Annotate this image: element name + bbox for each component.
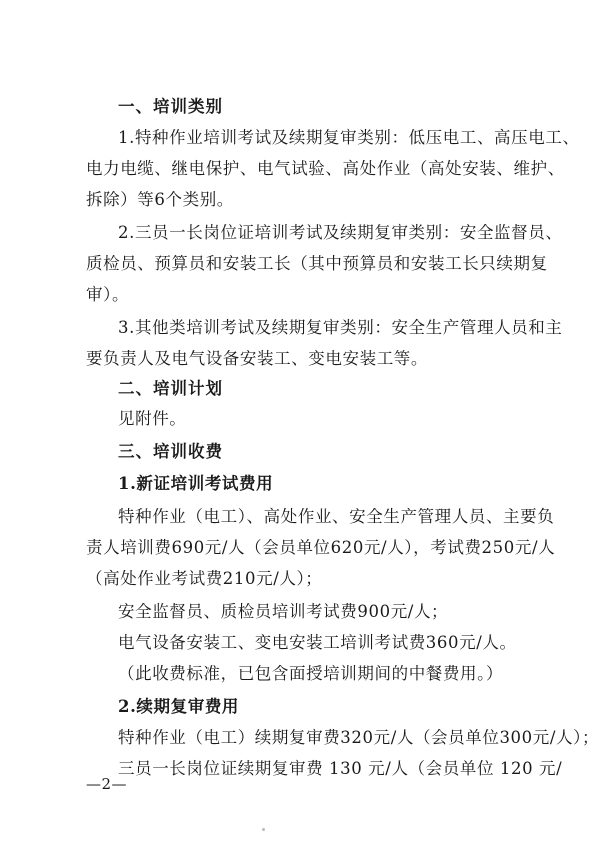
- section-1-item-2-line-2: 质检员、预算员和安装工长（其中预算员和安装工长只续期复: [86, 254, 548, 273]
- section-1-item-3-line-1: 3.其他类培训考试及续期复审类别：安全生产管理人员和主: [118, 318, 563, 337]
- fee-line-4: 安全监督员、质检员培训考试费900元/人；: [118, 602, 449, 621]
- section-1-item-1-line-2: 电力电缆、继电保护、电气试验、高处作业（高处安装、维护、: [86, 159, 565, 178]
- section-1-item-2-line-3: 审）。: [86, 285, 130, 304]
- section-2-text: 见附件。: [118, 409, 187, 428]
- section-3-heading: 三、培训收费: [118, 442, 223, 461]
- section-1-item-1-line-3: 拆除）等6个类别。: [86, 190, 234, 209]
- renewal-fee-line-1: 特种作业（电工）续期复审费320元/人（会员单位300元/人）；: [118, 728, 600, 747]
- fee-note: （此收费标准，已包含面授培训期间的中餐费用。）: [118, 664, 504, 683]
- fee-line-3: （高处作业考试费210元/人）；: [86, 569, 323, 588]
- fee-line-5: 电气设备安装工、变电安装工培训考试费360元/人。: [118, 633, 517, 652]
- section-1-item-1-line-1: 1.特种作业培训考试及续期复审类别：低压电工、高压电工、: [118, 128, 580, 147]
- scan-speck: [262, 828, 265, 831]
- section-3-subheading-2: 2.续期复审费用: [118, 697, 240, 716]
- section-1-item-3-line-2: 要负责人及电气设备安装工、变电安装工等。: [86, 349, 428, 368]
- fee-line-1: 特种作业（电工）、高处作业、安全生产管理人员、主要负: [118, 507, 555, 526]
- page-number: —2—: [86, 775, 128, 793]
- section-1-heading: 一、培训类别: [118, 97, 223, 116]
- section-2-heading: 二、培训计划: [118, 379, 223, 398]
- section-1-item-2-line-1: 2.三员一长岗位证培训考试及续期复审类别：安全监督员、: [118, 223, 563, 242]
- section-3-subheading-1: 1.新证培训考试费用: [118, 474, 274, 493]
- renewal-fee-line-2: 三员一长岗位证续期复审费 130 元/人（会员单位 120 元/: [118, 759, 563, 778]
- fee-line-2: 责人培训费690元/人（会员单位620元/人），考试费250元/人: [86, 538, 556, 557]
